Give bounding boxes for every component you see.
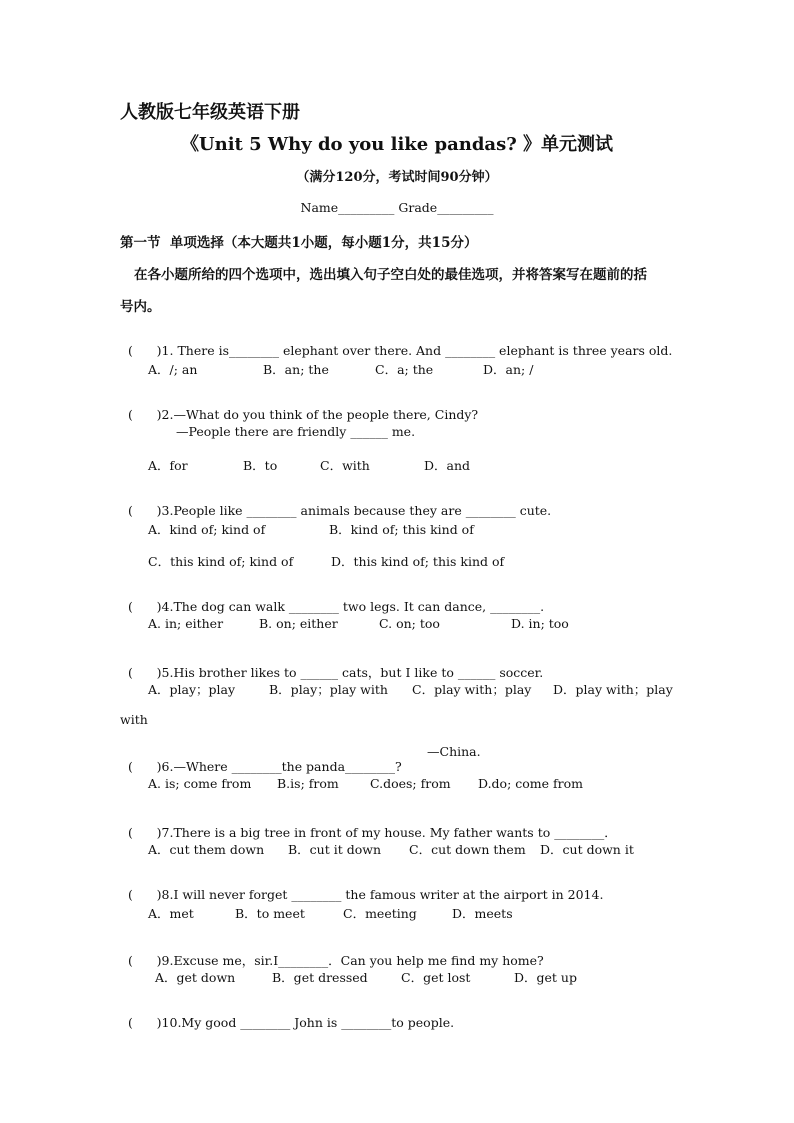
- q2-option-b: B．to: [243, 458, 278, 473]
- q5-option-c: C．play with；play: [412, 682, 532, 697]
- q9-option-c: C．get lost: [401, 970, 471, 985]
- q3-option-d: D．this kind of; this kind of: [331, 554, 505, 569]
- question-9: [120, 936, 544, 969]
- question-7: [120, 808, 617, 841]
- question-stem: 9.Excuse me，sir.I________．Can you help me find my home?: [161, 953, 544, 968]
- q3-option-c: C．this kind of; kind of: [148, 554, 294, 569]
- answer-paren[interactable]: ( ): [127, 343, 162, 358]
- q6-option-a: A. is; come from: [148, 776, 252, 791]
- question-5: [120, 648, 543, 681]
- question-stem: 10.My good ________ John is ________to people.: [161, 1015, 455, 1030]
- q8-option-b: B．to meet: [235, 906, 305, 921]
- answer-paren[interactable]: ( ): [127, 407, 162, 422]
- question-6: [120, 744, 402, 774]
- q7-option-b: B．cut it down: [288, 842, 382, 857]
- question-2: [120, 392, 478, 422]
- q5-option-a: A．play；play: [148, 682, 236, 697]
- question-8: [120, 872, 603, 902]
- name-grade-line: Name_________ Grade_________: [300, 200, 494, 215]
- question-stem: 4.The dog can walk ________ two legs. It can dance, ________.: [161, 599, 545, 614]
- q8-option-d: D．meets: [452, 906, 513, 921]
- question-stem: 3.People like ________ animals because they are ________ cute.: [161, 503, 552, 518]
- q5-option-b: B．play；play with: [269, 682, 388, 697]
- q8-option-c: C．meeting: [343, 906, 417, 921]
- q3-option-b: B．kind of; this kind of: [329, 522, 474, 537]
- q9-option-d: D．get up: [514, 970, 577, 985]
- document-title: 人教版七年级英语下册: [120, 102, 300, 123]
- q2-option-d: D．and: [424, 458, 471, 473]
- q5-option-d-wrap: with: [120, 712, 148, 727]
- instruction-line-1: 在各小题所给的四个选项中，选出填入句子空白处的最佳选项，并将答案写在题前的括: [134, 267, 647, 283]
- question-1: [120, 328, 672, 358]
- q8-option-a: A．met: [148, 906, 194, 921]
- question-3: [120, 488, 551, 518]
- q1-option-b: B．an; the: [263, 362, 329, 377]
- q4-option-c: C. on; too: [379, 616, 440, 631]
- q3-option-a: A．kind of; kind of: [148, 522, 266, 537]
- answer-paren[interactable]: ( ): [127, 953, 162, 968]
- answer-paren[interactable]: ( ): [127, 503, 162, 518]
- q1-option-c: C．a; the: [375, 362, 434, 377]
- q6-option-b: B.is; from: [277, 776, 339, 791]
- q4-option-b: B. on; either: [259, 616, 338, 631]
- q2-dialogue-line: —People there are friendly ______ me.: [176, 424, 416, 439]
- q1-option-d: D．an; /: [483, 362, 534, 377]
- question-stem: 2.—What do you think of the people there, Cindy?: [161, 407, 479, 422]
- q2-option-c: C．with: [320, 458, 370, 473]
- section-heading: 第一节 单项选择（本大题共1小题，每小题1分，共15分）: [120, 235, 478, 251]
- instruction-line-2: 号内。: [120, 299, 161, 315]
- score-time-note: （满分120分，考试时间90分钟）: [296, 170, 498, 185]
- question-stem: 5.His brother likes to ______ cats，but I like to ______ soccer.: [161, 665, 544, 680]
- q4-option-a: A. in; either: [148, 616, 224, 631]
- q7-option-d: D．cut down it: [540, 842, 634, 857]
- q5-option-d: D．play with；play: [553, 682, 673, 697]
- answer-paren[interactable]: ( ): [127, 825, 162, 840]
- q6-option-c: C.does; from: [370, 776, 451, 791]
- q6-option-d: D.do; come from: [478, 776, 583, 791]
- q9-option-b: B．get dressed: [272, 970, 368, 985]
- question-4: [120, 584, 544, 614]
- answer-paren[interactable]: ( ): [127, 1015, 162, 1030]
- question-stem: 7.There is a big tree in front of my house. My father wants to ________．: [161, 825, 617, 840]
- q2-option-a: A．for: [148, 458, 188, 473]
- question-stem: 8.I will never forget ________ the famous writer at the airport in 2014.: [161, 887, 604, 902]
- q9-option-a: A．get down: [155, 970, 236, 985]
- q7-option-a: A．cut them down: [148, 842, 265, 857]
- question-10: [120, 1000, 454, 1030]
- question-stem: 6.—Where ________the panda________?: [161, 759, 402, 774]
- q6-dialogue-answer: —China.: [427, 744, 481, 759]
- answer-paren[interactable]: ( ): [127, 599, 162, 614]
- unit-title: 《Unit 5 Why do you like pandas? 》单元测试: [180, 134, 614, 155]
- answer-paren[interactable]: ( ): [127, 665, 162, 680]
- question-stem: 1. There is________ elephant over there. And ________ elephant is three years old.: [161, 343, 673, 358]
- answer-paren[interactable]: ( ): [127, 759, 162, 774]
- q1-option-a: A．/; an: [148, 362, 198, 377]
- q4-option-d: D. in; too: [511, 616, 569, 631]
- q7-option-c: C．cut down them: [409, 842, 526, 857]
- answer-paren[interactable]: ( ): [127, 887, 162, 902]
